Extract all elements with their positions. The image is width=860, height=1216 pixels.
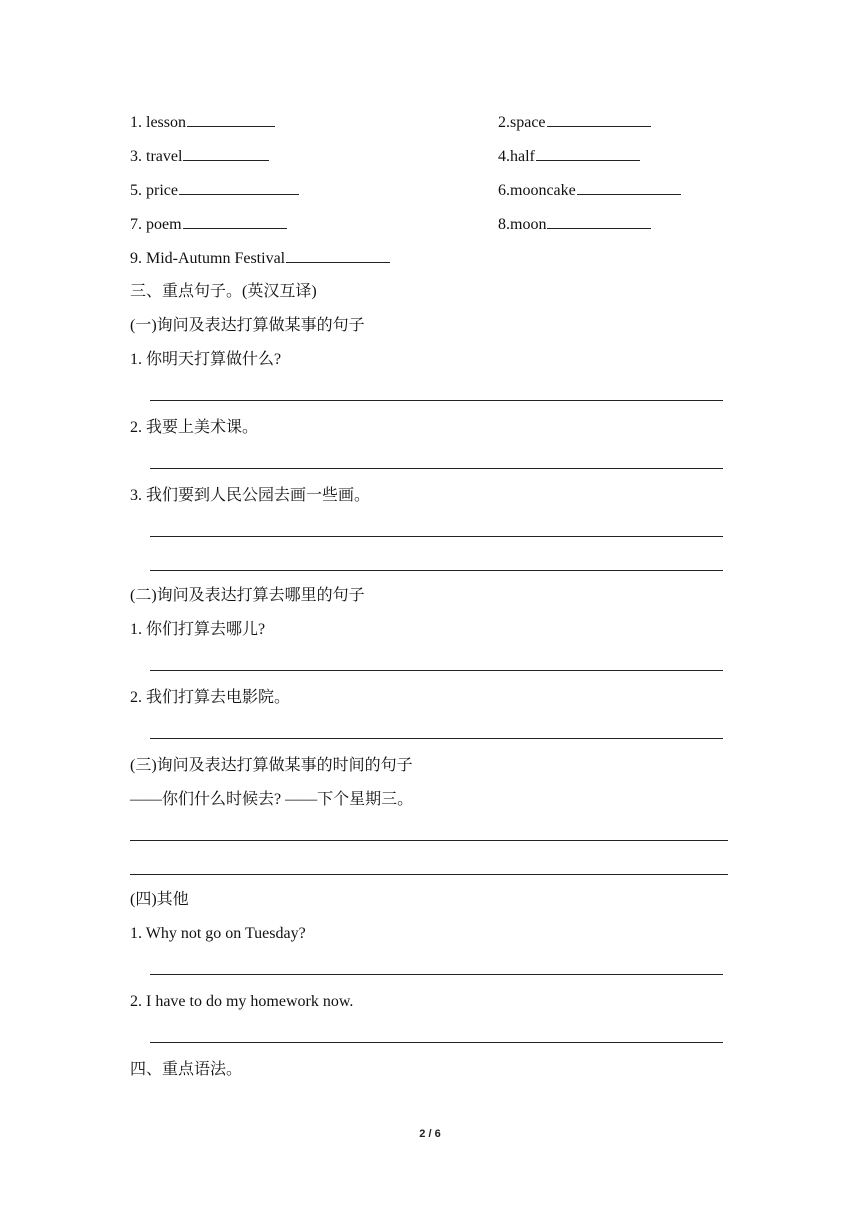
answer-blank[interactable] (286, 248, 390, 263)
answer-line[interactable] (150, 974, 723, 975)
question-item: 2. 我们打算去电影院。 (130, 689, 291, 706)
dialogue-item: ——你们什么时候去? ——下个星期三。 (130, 791, 414, 808)
answer-blank[interactable] (183, 146, 269, 161)
vocab-item-moon: 8.moon (498, 214, 651, 235)
answer-blank[interactable] (179, 180, 299, 195)
subsection-heading-when: (三)询问及表达打算做某事的时间的句子 (130, 757, 413, 774)
subsection-heading-plans: (一)询问及表达打算做某事的句子 (130, 317, 365, 334)
answer-line[interactable] (150, 570, 723, 571)
answer-line[interactable] (130, 874, 728, 875)
vocab-item-lesson: 1. lesson (130, 112, 275, 133)
vocab-item-poem: 7. poem (130, 214, 287, 235)
answer-blank[interactable] (547, 112, 651, 127)
vocab-item-mid-autumn-festival: 9. Mid-Autumn Festival (130, 248, 390, 269)
subsection-heading-where: (二)询问及表达打算去哪里的句子 (130, 587, 365, 604)
question-item: 3. 我们要到人民公园去画一些画。 (130, 487, 371, 504)
section-heading-grammar: 四、重点语法。 (130, 1061, 243, 1078)
question-item: 2. I have to do my homework now. (130, 993, 354, 1010)
question-item: 1. 你们打算去哪儿? (130, 621, 266, 638)
question-item: 1. Why not go on Tuesday? (130, 925, 306, 942)
answer-blank[interactable] (187, 112, 275, 127)
answer-blank[interactable] (547, 214, 651, 229)
answer-line[interactable] (150, 1042, 723, 1043)
question-item: 2. 我要上美术课。 (130, 419, 259, 436)
answer-blank[interactable] (577, 180, 681, 195)
answer-line[interactable] (130, 840, 728, 841)
question-item: 1. 你明天打算做什么? (130, 351, 282, 368)
vocab-item-travel: 3. travel (130, 146, 269, 167)
answer-line[interactable] (150, 536, 723, 537)
answer-line[interactable] (150, 468, 723, 469)
section-heading-key-sentences: 三、重点句子。(英汉互译) (130, 283, 317, 300)
vocab-item-half: 4.half (498, 146, 640, 167)
vocab-item-mooncake: 6.mooncake (498, 180, 681, 201)
answer-line[interactable] (150, 670, 723, 671)
answer-line[interactable] (150, 738, 723, 739)
vocab-item-space: 2.space (498, 112, 651, 133)
subsection-heading-other: (四)其他 (130, 891, 189, 908)
vocab-item-price: 5. price (130, 180, 299, 201)
answer-blank[interactable] (536, 146, 640, 161)
answer-line[interactable] (150, 400, 723, 401)
page-number: 2 / 6 (419, 1128, 441, 1140)
answer-blank[interactable] (183, 214, 287, 229)
